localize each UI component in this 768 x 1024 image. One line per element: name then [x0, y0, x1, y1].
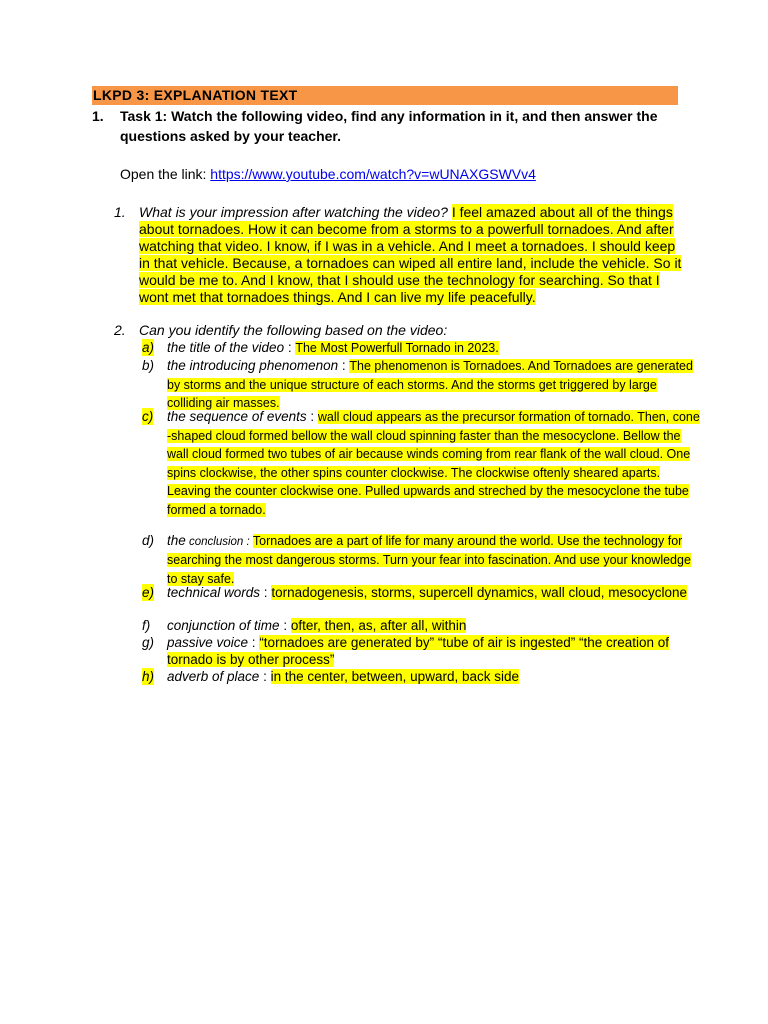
item-h-letter: h) [142, 669, 155, 684]
task-instruction [92, 106, 692, 146]
item-c-answer: wall cloud appears as the precursor formation of tornado. Then, cone -shaped cloud formed bellow the wall cloud spinning faster than the mesocyclone. Bellow the wall cloud formed two tubes of air because winds coming from rear flank of the wall cloud. One spins clockwise, the other spins counter clockwise. The clockwise oftenly sheared aparts. Leaving the counter clockwise one. Pulled upwards and streched by the mesocyclone the tube formed a tornado. [167, 410, 700, 517]
question-2-number: 2. [114, 322, 126, 338]
list-item-d [140, 532, 700, 588]
item-c-sep: : [306, 409, 318, 424]
item-a-letter: a) [142, 340, 155, 355]
item-e-answer: tornadogenesis, storms, supercell dynamics, wall cloud, mesocyclone [271, 585, 687, 600]
item-g-answer: “tornadoes are generated by” “tube of air is ingested” “the creation of tornado is by other process” [167, 635, 670, 667]
item-h-sep: : [259, 669, 271, 684]
list-item-b [140, 357, 700, 413]
item-b-label: the introducing phenomenon [167, 358, 339, 373]
item-h-label: adverb of place [167, 669, 260, 684]
item-d-label-small: conclusion : [185, 536, 253, 548]
question-2 [114, 322, 684, 339]
item-b-sep: : [338, 358, 350, 373]
list-item-f [140, 617, 700, 634]
item-g-sep: : [248, 635, 260, 650]
item-g-letter: g) [142, 635, 155, 650]
item-f-label: conjunction of time [167, 618, 280, 633]
question-2-text: Can you identify the following based on the video: [139, 322, 448, 338]
item-f-letter: f) [142, 618, 151, 633]
item-a-answer: The Most Powerfull Tornado in 2023. [295, 341, 499, 355]
list-item-c [140, 408, 700, 520]
item-e-letter: e) [142, 585, 155, 600]
question-1-answer: I feel amazed about all of the things about tornadoes. How it can become from a storms to a powerfull tornadoes. And after watching that video. I know, if I was in a vehicle. And I meet a tornadoes. I should keep in that vehicle. Because, a tornadoes can wiped all entire land, include the vehicle. So it would be me to. And I know, that I should use the technology for searching. So that I wont met that tornadoes things. And I can live my life peacefully. [139, 204, 682, 305]
question-1 [114, 204, 684, 306]
list-item-e [140, 584, 700, 601]
list-item-a [140, 339, 700, 358]
item-h-answer: in the center, between, upward, back side [270, 669, 519, 684]
item-b-letter: b) [142, 358, 155, 373]
link-prefix: Open the link: [120, 166, 211, 182]
worksheet-title: LKPD 3: EXPLANATION TEXT [92, 86, 678, 105]
question-1-number: 1. [114, 204, 126, 220]
item-e-sep: : [260, 585, 272, 600]
question-1-text: What is your impression after watching the video? [139, 204, 452, 220]
item-d-label: the [167, 533, 186, 548]
task-text: Task 1: Watch the following video, find any information in it, and then answer the questions asked by your teacher. [120, 108, 658, 144]
open-link-line [120, 165, 536, 183]
item-b-answer: The phenomenon is Tornadoes. And Tornadoes are generated by storms and the unique structure of each storms. And the storms get triggered by large colliding air masses. [167, 359, 693, 411]
list-item-g [140, 634, 700, 668]
item-a-sep: : [284, 340, 296, 355]
item-d-letter: d) [142, 533, 155, 548]
youtube-link[interactable]: https://www.youtube.com/watch?v=wUNAXGSWVv4 [210, 166, 536, 182]
item-f-answer: ofter, then, as, after all, within [290, 618, 467, 633]
item-d-answer: Tornadoes are a part of life for many around the world. Use the technology for searching the most dangerous storms. Turn your fear into fascination. And use your knowledge to stay safe. [167, 534, 691, 586]
item-g-label: passive voice [167, 635, 249, 650]
item-e-label: technical words [167, 585, 261, 600]
list-item-h [140, 668, 700, 685]
item-c-letter: c) [142, 409, 154, 424]
task-number: 1. [92, 108, 104, 124]
item-a-label: the title of the video [167, 340, 285, 355]
item-c-label: the sequence of events [167, 409, 307, 424]
item-f-sep: : [279, 618, 291, 633]
